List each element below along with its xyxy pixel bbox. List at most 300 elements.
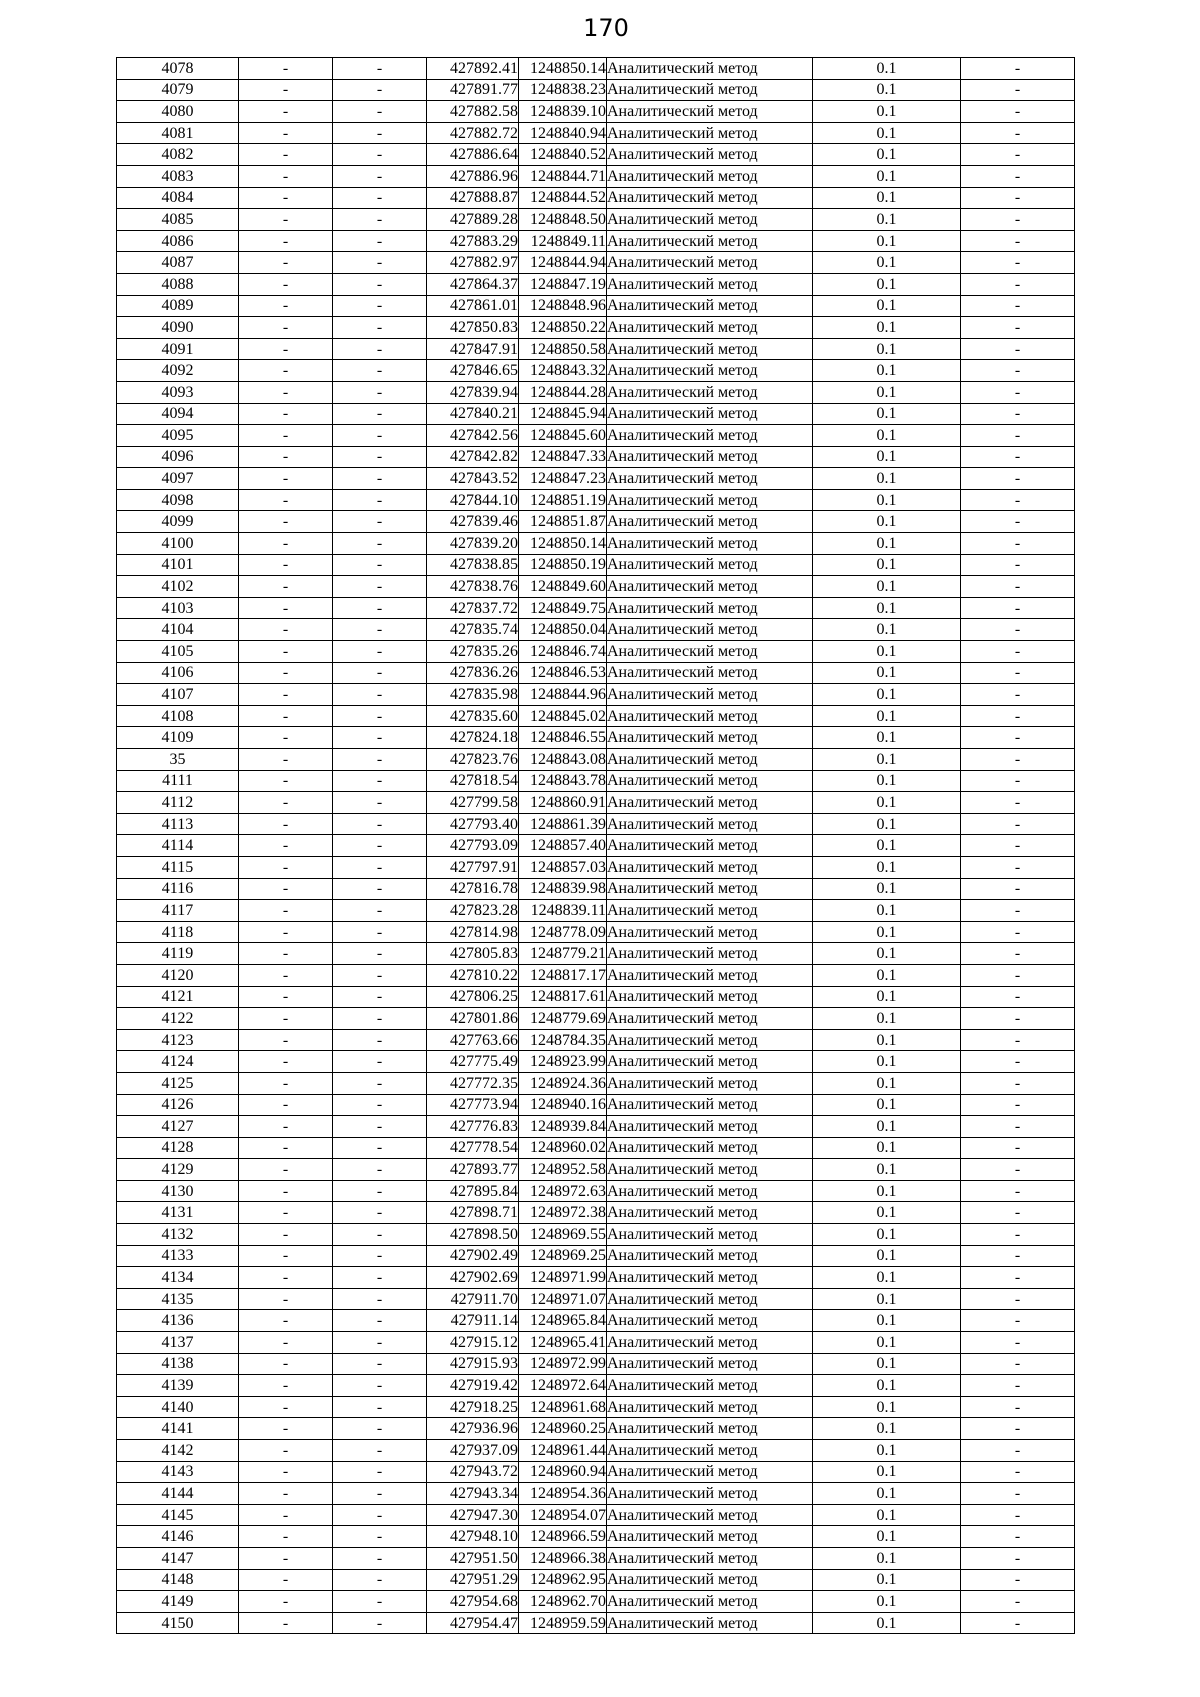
x-coordinate-cell: 427954.47 (427, 1612, 519, 1634)
dash-cell: - (333, 554, 427, 576)
dash-cell: - (961, 425, 1075, 447)
x-coordinate-cell: 427844.10 (427, 489, 519, 511)
dash-cell: - (961, 1591, 1075, 1613)
table-row (117, 986, 1075, 1008)
point-number-cell: 4139 (117, 1375, 239, 1397)
y-coordinate-cell: 1248960.25 (519, 1418, 607, 1440)
point-number-cell: 4113 (117, 813, 239, 835)
method-cell: Аналитический метод (607, 727, 813, 749)
precision-cell: 0.1 (813, 1224, 961, 1246)
precision-cell: 0.1 (813, 468, 961, 490)
method-cell: Аналитический метод (607, 1504, 813, 1526)
dash-cell: - (961, 511, 1075, 533)
dash-cell: - (333, 1159, 427, 1181)
dash-cell: - (239, 187, 333, 209)
dash-cell: - (333, 468, 427, 490)
dash-cell: - (333, 1029, 427, 1051)
y-coordinate-cell: 1248960.02 (519, 1137, 607, 1159)
dash-cell: - (239, 1288, 333, 1310)
y-coordinate-cell: 1248844.96 (519, 684, 607, 706)
method-cell: Аналитический метод (607, 1375, 813, 1397)
precision-cell: 0.1 (813, 1051, 961, 1073)
x-coordinate-cell: 427839.94 (427, 381, 519, 403)
table-row (117, 58, 1075, 80)
method-cell: Аналитический метод (607, 1591, 813, 1613)
y-coordinate-cell: 1248939.84 (519, 1116, 607, 1138)
dash-cell: - (239, 1159, 333, 1181)
dash-cell: - (961, 1008, 1075, 1030)
dash-cell: - (333, 101, 427, 123)
point-number-cell: 4132 (117, 1224, 239, 1246)
x-coordinate-cell: 427948.10 (427, 1526, 519, 1548)
table-row (117, 1526, 1075, 1548)
dash-cell: - (961, 1353, 1075, 1375)
dash-cell: - (961, 1224, 1075, 1246)
y-coordinate-cell: 1248971.07 (519, 1288, 607, 1310)
y-coordinate-cell: 1248839.10 (519, 101, 607, 123)
dash-cell: - (333, 209, 427, 231)
table-row (117, 403, 1075, 425)
precision-cell: 0.1 (813, 1375, 961, 1397)
dash-cell: - (333, 1202, 427, 1224)
x-coordinate-cell: 427772.35 (427, 1072, 519, 1094)
table-row (117, 900, 1075, 922)
table-row (117, 1310, 1075, 1332)
dash-cell: - (333, 403, 427, 425)
dash-cell: - (333, 1245, 427, 1267)
x-coordinate-cell: 427918.25 (427, 1396, 519, 1418)
y-coordinate-cell: 1248969.25 (519, 1245, 607, 1267)
point-number-cell: 4131 (117, 1202, 239, 1224)
dash-cell: - (961, 792, 1075, 814)
point-number-cell: 4083 (117, 165, 239, 187)
dash-cell: - (239, 1072, 333, 1094)
table-row (117, 770, 1075, 792)
method-cell: Аналитический метод (607, 1440, 813, 1462)
y-coordinate-cell: 1248850.19 (519, 554, 607, 576)
dash-cell: - (239, 446, 333, 468)
table-row (117, 101, 1075, 123)
dash-cell: - (239, 900, 333, 922)
x-coordinate-cell: 427801.86 (427, 1008, 519, 1030)
dash-cell: - (239, 230, 333, 252)
point-number-cell: 4125 (117, 1072, 239, 1094)
point-number-cell: 4115 (117, 856, 239, 878)
table-row (117, 489, 1075, 511)
method-cell: Аналитический метод (607, 749, 813, 771)
precision-cell: 0.1 (813, 770, 961, 792)
precision-cell: 0.1 (813, 1461, 961, 1483)
dash-cell: - (333, 252, 427, 274)
dash-cell: - (239, 1547, 333, 1569)
dash-cell: - (333, 1483, 427, 1505)
dash-cell: - (239, 597, 333, 619)
y-coordinate-cell: 1248817.17 (519, 964, 607, 986)
dash-cell: - (333, 1332, 427, 1354)
precision-cell: 0.1 (813, 273, 961, 295)
precision-cell: 0.1 (813, 101, 961, 123)
y-coordinate-cell: 1248847.33 (519, 446, 607, 468)
precision-cell: 0.1 (813, 360, 961, 382)
dash-cell: - (239, 1483, 333, 1505)
x-coordinate-cell: 427806.25 (427, 986, 519, 1008)
dash-cell: - (333, 360, 427, 382)
dash-cell: - (239, 317, 333, 339)
precision-cell: 0.1 (813, 1094, 961, 1116)
table-row (117, 749, 1075, 771)
method-cell: Аналитический метод (607, 770, 813, 792)
dash-cell: - (961, 122, 1075, 144)
precision-cell: 0.1 (813, 1526, 961, 1548)
table-row (117, 252, 1075, 274)
x-coordinate-cell: 427886.96 (427, 165, 519, 187)
x-coordinate-cell: 427915.12 (427, 1332, 519, 1354)
point-number-cell: 4094 (117, 403, 239, 425)
dash-cell: - (239, 425, 333, 447)
method-cell: Аналитический метод (607, 1224, 813, 1246)
point-number-cell: 4102 (117, 576, 239, 598)
y-coordinate-cell: 1248843.32 (519, 360, 607, 382)
coordinates-table (116, 57, 1075, 1634)
dash-cell: - (961, 921, 1075, 943)
point-number-cell: 4141 (117, 1418, 239, 1440)
point-number-cell: 4123 (117, 1029, 239, 1051)
y-coordinate-cell: 1248850.14 (519, 533, 607, 555)
dash-cell: - (961, 1116, 1075, 1138)
y-coordinate-cell: 1248840.52 (519, 144, 607, 166)
table-row (117, 187, 1075, 209)
table-row (117, 1547, 1075, 1569)
point-number-cell: 4106 (117, 662, 239, 684)
y-coordinate-cell: 1248817.61 (519, 986, 607, 1008)
x-coordinate-cell: 427888.87 (427, 187, 519, 209)
y-coordinate-cell: 1248851.87 (519, 511, 607, 533)
method-cell: Аналитический метод (607, 900, 813, 922)
point-number-cell: 4126 (117, 1094, 239, 1116)
dash-cell: - (239, 468, 333, 490)
point-number-cell: 4124 (117, 1051, 239, 1073)
method-cell: Аналитический метод (607, 641, 813, 663)
y-coordinate-cell: 1248962.95 (519, 1569, 607, 1591)
precision-cell: 0.1 (813, 792, 961, 814)
dash-cell: - (961, 1245, 1075, 1267)
precision-cell: 0.1 (813, 1288, 961, 1310)
x-coordinate-cell: 427847.91 (427, 338, 519, 360)
method-cell: Аналитический метод (607, 705, 813, 727)
x-coordinate-cell: 427861.01 (427, 295, 519, 317)
dash-cell: - (961, 1051, 1075, 1073)
method-cell: Аналитический метод (607, 425, 813, 447)
dash-cell: - (333, 1547, 427, 1569)
dash-cell: - (333, 835, 427, 857)
y-coordinate-cell: 1248959.59 (519, 1612, 607, 1634)
dash-cell: - (239, 1180, 333, 1202)
method-cell: Аналитический метод (607, 943, 813, 965)
dash-cell: - (333, 381, 427, 403)
point-number-cell: 4104 (117, 619, 239, 641)
point-number-cell: 4122 (117, 1008, 239, 1030)
x-coordinate-cell: 427882.58 (427, 101, 519, 123)
y-coordinate-cell: 1248844.28 (519, 381, 607, 403)
x-coordinate-cell: 427911.14 (427, 1310, 519, 1332)
x-coordinate-cell: 427793.09 (427, 835, 519, 857)
dash-cell: - (333, 1353, 427, 1375)
point-number-cell: 4117 (117, 900, 239, 922)
x-coordinate-cell: 427898.71 (427, 1202, 519, 1224)
precision-cell: 0.1 (813, 209, 961, 231)
y-coordinate-cell: 1248860.91 (519, 792, 607, 814)
precision-cell: 0.1 (813, 727, 961, 749)
method-cell: Аналитический метод (607, 1418, 813, 1440)
dash-cell: - (333, 792, 427, 814)
dash-cell: - (961, 1440, 1075, 1462)
dash-cell: - (961, 878, 1075, 900)
dash-cell: - (333, 1288, 427, 1310)
dash-cell: - (961, 727, 1075, 749)
method-cell: Аналитический метод (607, 1245, 813, 1267)
method-cell: Аналитический метод (607, 533, 813, 555)
y-coordinate-cell: 1248779.69 (519, 1008, 607, 1030)
dash-cell: - (333, 1591, 427, 1613)
method-cell: Аналитический метод (607, 1202, 813, 1224)
dash-cell: - (961, 187, 1075, 209)
x-coordinate-cell: 427814.98 (427, 921, 519, 943)
dash-cell: - (961, 79, 1075, 101)
dash-cell: - (961, 576, 1075, 598)
point-number-cell: 4127 (117, 1116, 239, 1138)
dash-cell: - (961, 1288, 1075, 1310)
x-coordinate-cell: 427898.50 (427, 1224, 519, 1246)
dash-cell: - (239, 1137, 333, 1159)
table-row (117, 425, 1075, 447)
dash-cell: - (239, 554, 333, 576)
dash-cell: - (333, 295, 427, 317)
dash-cell: - (239, 1504, 333, 1526)
dash-cell: - (239, 122, 333, 144)
dash-cell: - (333, 1051, 427, 1073)
method-cell: Аналитический метод (607, 489, 813, 511)
dash-cell: - (961, 1375, 1075, 1397)
dash-cell: - (961, 943, 1075, 965)
dash-cell: - (239, 1202, 333, 1224)
dash-cell: - (239, 1375, 333, 1397)
point-number-cell: 4103 (117, 597, 239, 619)
point-number-cell: 4112 (117, 792, 239, 814)
dash-cell: - (239, 403, 333, 425)
dash-cell: - (333, 1612, 427, 1634)
precision-cell: 0.1 (813, 165, 961, 187)
point-number-cell: 4092 (117, 360, 239, 382)
dash-cell: - (239, 986, 333, 1008)
table-row (117, 1504, 1075, 1526)
point-number-cell: 4091 (117, 338, 239, 360)
dash-cell: - (239, 1440, 333, 1462)
y-coordinate-cell: 1248969.55 (519, 1224, 607, 1246)
table-row (117, 641, 1075, 663)
x-coordinate-cell: 427842.56 (427, 425, 519, 447)
x-coordinate-cell: 427837.72 (427, 597, 519, 619)
point-number-cell: 4108 (117, 705, 239, 727)
precision-cell: 0.1 (813, 403, 961, 425)
table-row (117, 165, 1075, 187)
dash-cell: - (961, 986, 1075, 1008)
dash-cell: - (239, 727, 333, 749)
precision-cell: 0.1 (813, 1396, 961, 1418)
dash-cell: - (961, 1137, 1075, 1159)
dash-cell: - (333, 1224, 427, 1246)
x-coordinate-cell: 427776.83 (427, 1116, 519, 1138)
dash-cell: - (961, 856, 1075, 878)
dash-cell: - (239, 921, 333, 943)
method-cell: Аналитический метод (607, 187, 813, 209)
table-row (117, 878, 1075, 900)
method-cell: Аналитический метод (607, 1332, 813, 1354)
precision-cell: 0.1 (813, 921, 961, 943)
method-cell: Аналитический метод (607, 1180, 813, 1202)
table-row (117, 209, 1075, 231)
precision-cell: 0.1 (813, 1483, 961, 1505)
dash-cell: - (239, 1245, 333, 1267)
y-coordinate-cell: 1248972.99 (519, 1353, 607, 1375)
y-coordinate-cell: 1248940.16 (519, 1094, 607, 1116)
table-row (117, 79, 1075, 101)
dash-cell: - (333, 317, 427, 339)
method-cell: Аналитический метод (607, 468, 813, 490)
dash-cell: - (961, 1180, 1075, 1202)
y-coordinate-cell: 1248847.19 (519, 273, 607, 295)
method-cell: Аналитический метод (607, 1569, 813, 1591)
dash-cell: - (961, 1569, 1075, 1591)
dash-cell: - (239, 662, 333, 684)
table-row (117, 1245, 1075, 1267)
precision-cell: 0.1 (813, 187, 961, 209)
dash-cell: - (239, 1612, 333, 1634)
method-cell: Аналитический метод (607, 101, 813, 123)
point-number-cell: 4114 (117, 835, 239, 857)
dash-cell: - (239, 1526, 333, 1548)
dash-cell: - (961, 1396, 1075, 1418)
dash-cell: - (961, 770, 1075, 792)
point-number-cell: 4080 (117, 101, 239, 123)
dash-cell: - (961, 403, 1075, 425)
y-coordinate-cell: 1248961.44 (519, 1440, 607, 1462)
precision-cell: 0.1 (813, 317, 961, 339)
y-coordinate-cell: 1248784.35 (519, 1029, 607, 1051)
x-coordinate-cell: 427902.49 (427, 1245, 519, 1267)
table-row (117, 1137, 1075, 1159)
point-number-cell: 4128 (117, 1137, 239, 1159)
method-cell: Аналитический метод (607, 1051, 813, 1073)
precision-cell: 0.1 (813, 641, 961, 663)
dash-cell: - (333, 1180, 427, 1202)
precision-cell: 0.1 (813, 1547, 961, 1569)
dash-cell: - (333, 662, 427, 684)
dash-cell: - (333, 705, 427, 727)
precision-cell: 0.1 (813, 619, 961, 641)
y-coordinate-cell: 1248845.60 (519, 425, 607, 447)
precision-cell: 0.1 (813, 1159, 961, 1181)
x-coordinate-cell: 427891.77 (427, 79, 519, 101)
method-cell: Аналитический метод (607, 79, 813, 101)
point-number-cell: 4079 (117, 79, 239, 101)
table-row (117, 144, 1075, 166)
dash-cell: - (239, 165, 333, 187)
point-number-cell: 4081 (117, 122, 239, 144)
dash-cell: - (239, 1051, 333, 1073)
table-row (117, 1072, 1075, 1094)
dash-cell: - (333, 1094, 427, 1116)
dash-cell: - (961, 619, 1075, 641)
table-row (117, 1029, 1075, 1051)
precision-cell: 0.1 (813, 835, 961, 857)
x-coordinate-cell: 427889.28 (427, 209, 519, 231)
dash-cell: - (333, 986, 427, 1008)
precision-cell: 0.1 (813, 1569, 961, 1591)
precision-cell: 0.1 (813, 856, 961, 878)
point-number-cell: 4111 (117, 770, 239, 792)
method-cell: Аналитический метод (607, 1396, 813, 1418)
y-coordinate-cell: 1248962.70 (519, 1591, 607, 1613)
table-row (117, 662, 1075, 684)
dash-cell: - (961, 749, 1075, 771)
method-cell: Аналитический метод (607, 1612, 813, 1634)
dash-cell: - (333, 878, 427, 900)
precision-cell: 0.1 (813, 813, 961, 835)
dash-cell: - (961, 662, 1075, 684)
precision-cell: 0.1 (813, 144, 961, 166)
table-row (117, 727, 1075, 749)
page-number: 170 (583, 14, 629, 42)
point-number-cell: 4135 (117, 1288, 239, 1310)
method-cell: Аналитический метод (607, 619, 813, 641)
point-number-cell: 4109 (117, 727, 239, 749)
dash-cell: - (961, 381, 1075, 403)
table-row (117, 1418, 1075, 1440)
dash-cell: - (333, 749, 427, 771)
point-number-cell: 4082 (117, 144, 239, 166)
table-row (117, 273, 1075, 295)
dash-cell: - (961, 900, 1075, 922)
dash-cell: - (239, 101, 333, 123)
method-cell: Аналитический метод (607, 1483, 813, 1505)
dash-cell: - (961, 813, 1075, 835)
dash-cell: - (961, 209, 1075, 231)
dash-cell: - (333, 273, 427, 295)
x-coordinate-cell: 427835.26 (427, 641, 519, 663)
point-number-cell: 4138 (117, 1353, 239, 1375)
method-cell: Аналитический метод (607, 597, 813, 619)
point-number-cell: 4087 (117, 252, 239, 274)
point-number-cell: 4146 (117, 1526, 239, 1548)
method-cell: Аналитический метод (607, 1159, 813, 1181)
precision-cell: 0.1 (813, 1332, 961, 1354)
x-coordinate-cell: 427838.85 (427, 554, 519, 576)
dash-cell: - (333, 230, 427, 252)
y-coordinate-cell: 1248847.23 (519, 468, 607, 490)
method-cell: Аналитический метод (607, 230, 813, 252)
dash-cell: - (239, 273, 333, 295)
y-coordinate-cell: 1248972.38 (519, 1202, 607, 1224)
dash-cell: - (239, 964, 333, 986)
x-coordinate-cell: 427778.54 (427, 1137, 519, 1159)
precision-cell: 0.1 (813, 576, 961, 598)
dash-cell: - (333, 511, 427, 533)
method-cell: Аналитический метод (607, 1137, 813, 1159)
method-cell: Аналитический метод (607, 576, 813, 598)
dash-cell: - (333, 1267, 427, 1289)
method-cell: Аналитический метод (607, 1029, 813, 1051)
x-coordinate-cell: 427810.22 (427, 964, 519, 986)
